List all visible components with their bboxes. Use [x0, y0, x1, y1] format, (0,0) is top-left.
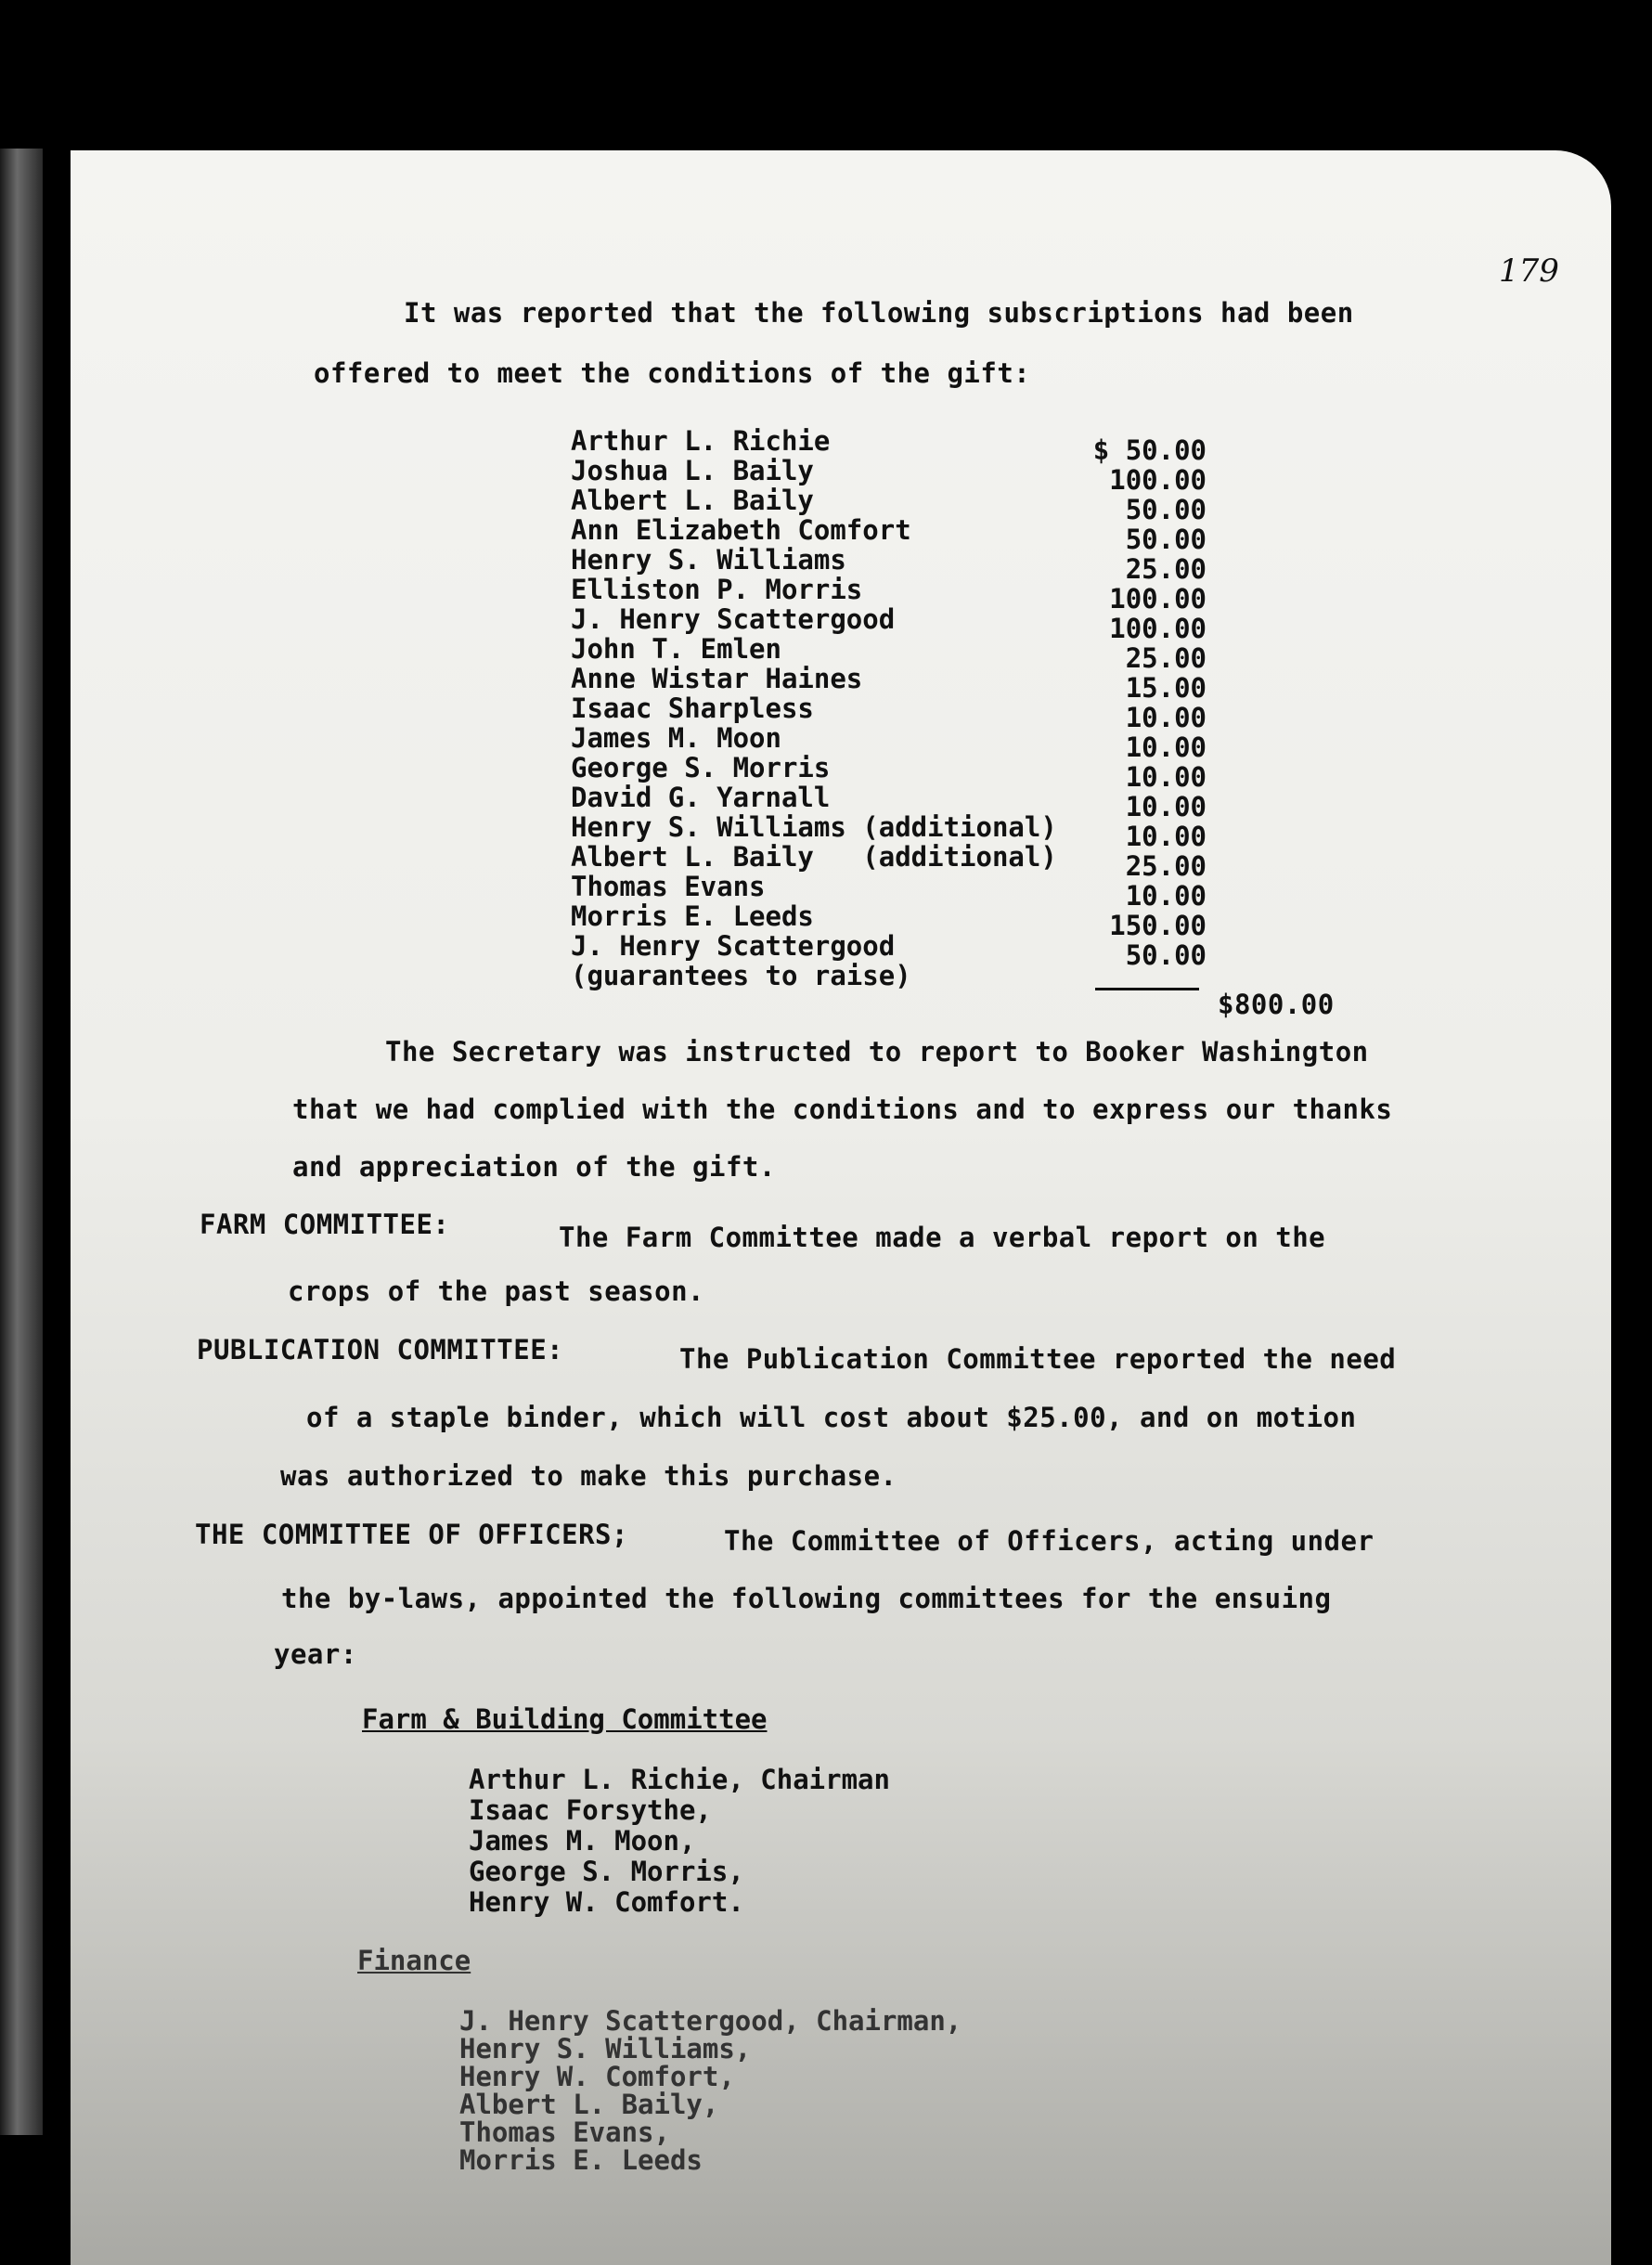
subscription-amount: 25.00: [1125, 850, 1207, 882]
finance-committee-title: Finance: [357, 1945, 471, 1976]
committee-member: James M. Moon,: [469, 1825, 696, 1857]
officers-committee-line-1: The Committee of Officers, acting under: [724, 1525, 1375, 1557]
publication-committee-line-3: was authorized to make this purchase.: [280, 1460, 897, 1492]
subscriber-name: John T. Emlen: [571, 633, 781, 665]
subscriber-name: Elliston P. Morris: [571, 574, 863, 605]
subscriber-name: Henry S. Williams (additional): [571, 811, 1057, 843]
subscription-amount: 50.00: [1125, 939, 1207, 971]
committee-member: Isaac Forsythe,: [469, 1794, 712, 1826]
subscriber-name: Albert L. Baily: [571, 485, 814, 516]
committee-member: Thomas Evans,: [459, 2116, 670, 2148]
subscriber-name: Morris E. Leeds: [571, 900, 814, 932]
secretary-line-3: and appreciation of the gift.: [292, 1151, 776, 1183]
committee-member: J. Henry Scattergood, Chairman,: [459, 2005, 962, 2037]
officers-committee-line-2: the by-laws, appointed the following committees for the ensuing: [281, 1583, 1332, 1614]
committee-member: Albert L. Baily,: [459, 2089, 719, 2120]
secretary-line-2: that we had complied with the conditions and to express our thanks: [292, 1094, 1393, 1125]
subscriber-name: Arthur L. Richie: [571, 425, 831, 457]
subscriber-name: Albert L. Baily (additional): [571, 841, 1057, 873]
subscriber-name: George S. Morris: [571, 752, 831, 783]
page-number: 179: [1499, 252, 1559, 290]
document-page: [71, 150, 1611, 2265]
subscription-amount: 50.00: [1125, 494, 1207, 525]
subscription-amount: 15.00: [1125, 672, 1207, 704]
subscription-amount: 100.00: [1109, 464, 1207, 496]
intro-line-2: offered to meet the conditions of the gift:: [314, 357, 1031, 389]
subscription-amount: $ 50.00: [1092, 434, 1207, 466]
subscriber-name: James M. Moon: [571, 722, 781, 754]
subscriber-name: J. Henry Scattergood: [571, 603, 896, 635]
committee-member: George S. Morris,: [469, 1856, 744, 1887]
publication-committee-label: PUBLICATION COMMITTEE:: [197, 1334, 564, 1365]
intro-line-1: It was reported that the following subscriptions had been: [404, 297, 1354, 329]
total-rule: [1095, 988, 1199, 990]
publication-committee-line-1: The Publication Committee reported the need: [679, 1343, 1397, 1375]
subscription-amount: 10.00: [1125, 791, 1207, 822]
publication-committee-line-2: of a staple binder, which will cost about $25.00, and on motion: [306, 1402, 1357, 1433]
committee-member: Arthur L. Richie, Chairman: [469, 1764, 890, 1795]
committee-member: Henry W. Comfort.: [469, 1886, 744, 1918]
committee-member: Morris E. Leeds: [459, 2144, 703, 2176]
adjacent-page-edge: [0, 149, 43, 2135]
subscription-amount: 10.00: [1125, 702, 1207, 733]
farm-committee-label: FARM COMMITTEE:: [200, 1209, 450, 1240]
subscription-amount: 10.00: [1125, 731, 1207, 763]
farm-committee-line-2: crops of the past season.: [288, 1275, 704, 1307]
subscriber-name: J. Henry Scattergood: [571, 930, 896, 962]
subscriber-name: Henry S. Williams: [571, 544, 846, 576]
officers-committee-line-3: year:: [274, 1638, 357, 1670]
secretary-line-1: The Secretary was instructed to report to Booker Washington: [385, 1036, 1369, 1068]
subscriber-name: Thomas Evans: [571, 871, 766, 902]
subscriber-name: (guarantees to raise): [571, 960, 911, 991]
subscriber-name: Ann Elizabeth Comfort: [571, 514, 911, 546]
committee-member: Henry W. Comfort,: [459, 2061, 735, 2092]
subscription-total: $800.00: [1218, 989, 1335, 1020]
subscriber-name: Isaac Sharpless: [571, 692, 814, 724]
committee-member: Henry S. Williams,: [459, 2033, 752, 2064]
subscriber-name: David G. Yarnall: [571, 782, 831, 813]
subscription-amount: 100.00: [1109, 613, 1207, 644]
officers-committee-label: THE COMMITTEE OF OFFICERS;: [195, 1519, 628, 1550]
subscription-amount: 10.00: [1125, 821, 1207, 852]
subscriber-name: Joshua L. Baily: [571, 455, 814, 486]
subscription-amount: 50.00: [1125, 524, 1207, 555]
farm-building-committee-title: Farm & Building Committee: [362, 1703, 768, 1735]
subscription-amount: 25.00: [1125, 642, 1207, 674]
subscription-amount: 100.00: [1109, 583, 1207, 615]
farm-committee-line-1: The Farm Committee made a verbal report on the: [559, 1222, 1326, 1253]
subscription-amount: 10.00: [1125, 761, 1207, 793]
subscription-amount: 150.00: [1109, 910, 1207, 941]
subscription-amount: 10.00: [1125, 880, 1207, 912]
subscriber-name: Anne Wistar Haines: [571, 663, 863, 694]
subscription-amount: 25.00: [1125, 553, 1207, 585]
